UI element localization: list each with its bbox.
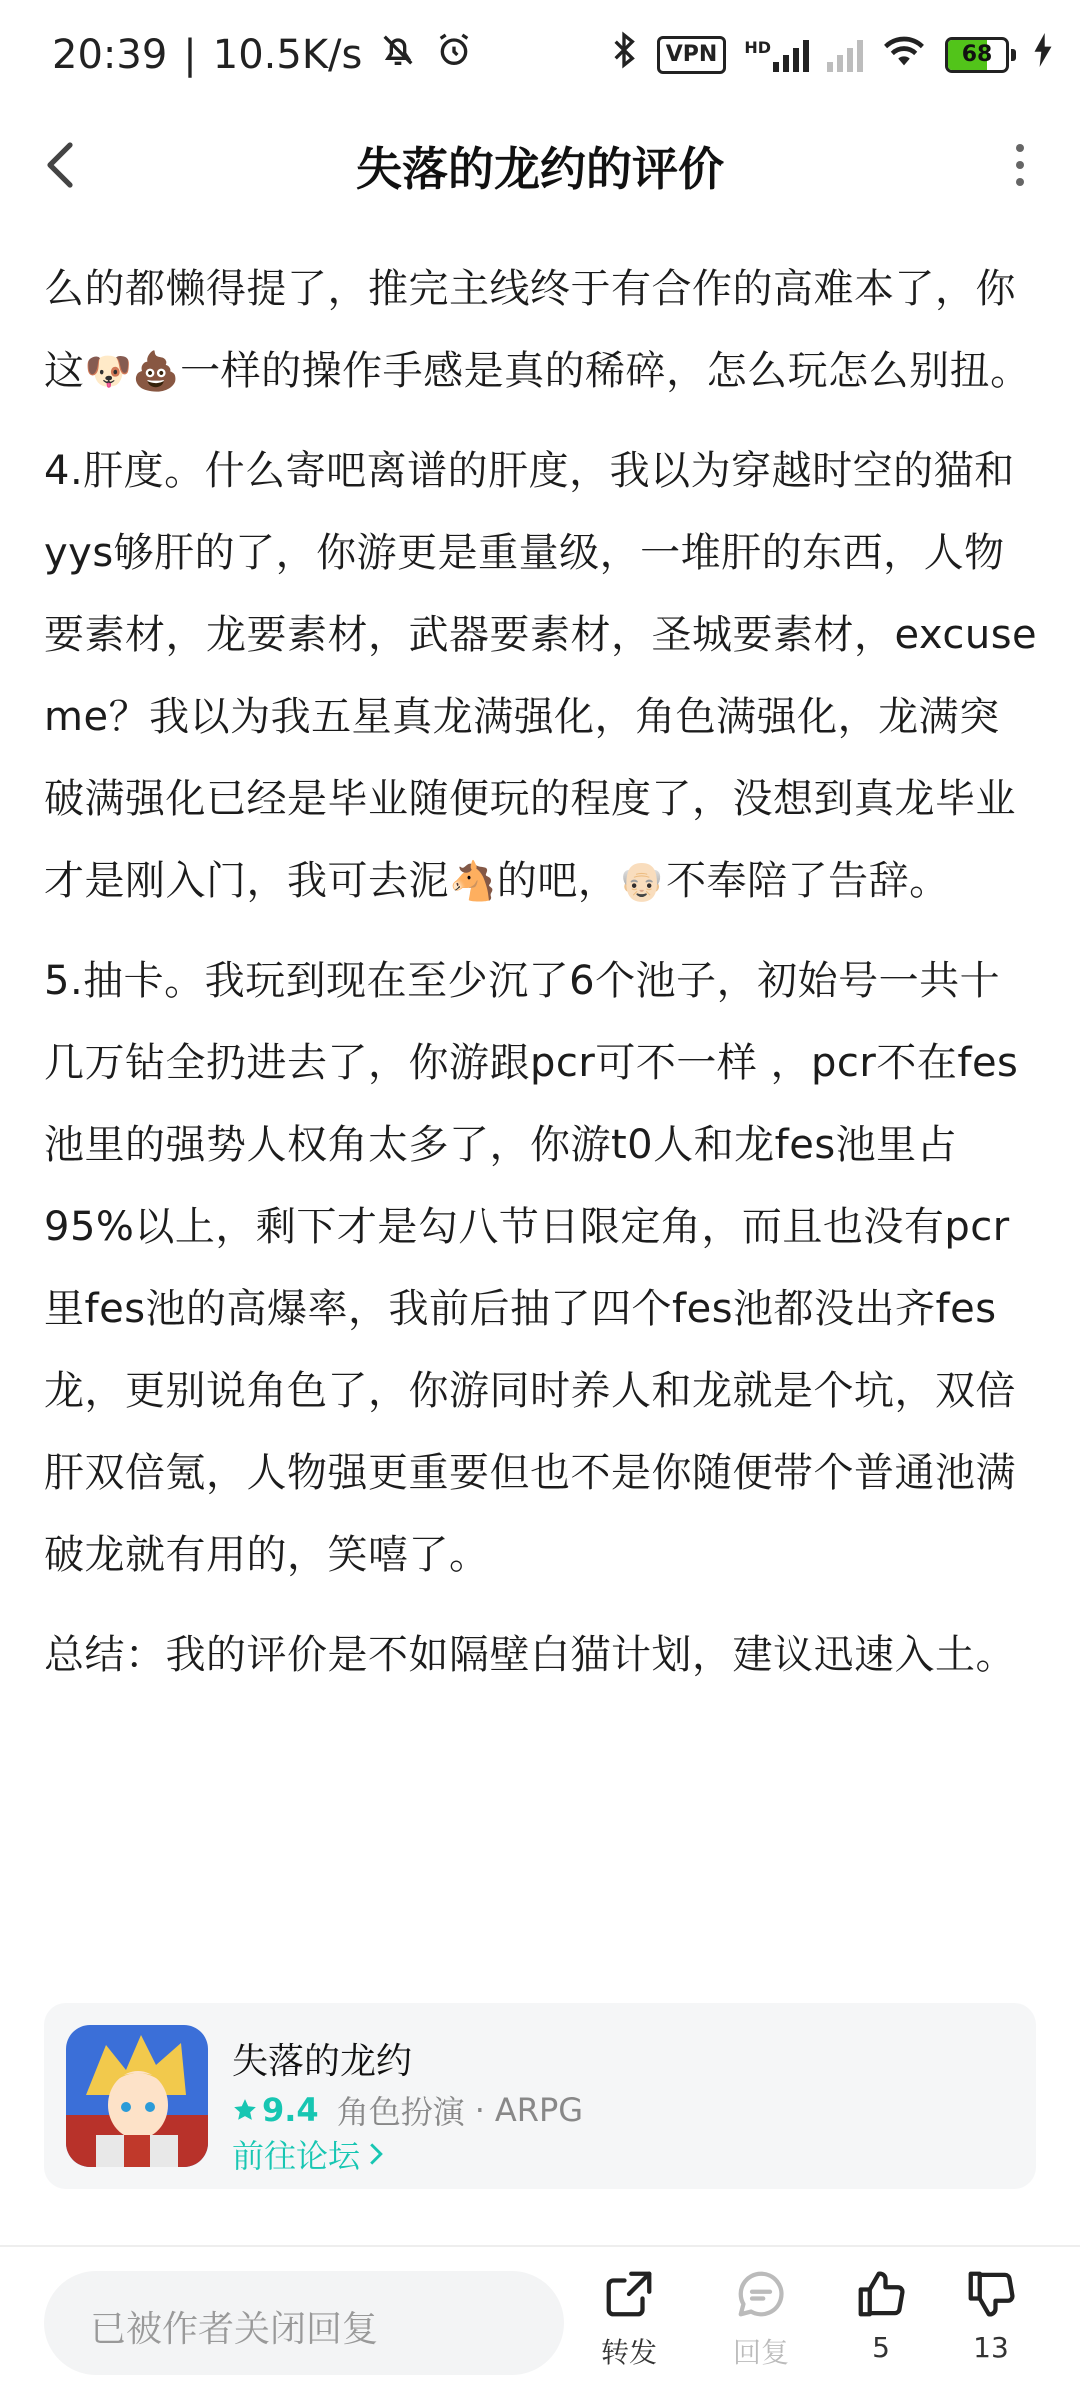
status-right	[609, 30, 1052, 79]
status-left	[52, 30, 474, 80]
charging-icon	[1034, 33, 1052, 76]
dislike-button[interactable]	[936, 2267, 1046, 2364]
wifi-icon	[881, 32, 927, 77]
share-icon	[602, 2267, 656, 2321]
header	[0, 115, 1080, 215]
like-button[interactable]	[826, 2267, 936, 2364]
review-paragraph-3: 5.抽卡。我玩到现在至少沉了6个池子，初始号一共十几万钻全扔进去了，你游跟pcr可不一样 ，pcr不在fes池里的强势人权角太多了，你游t0人和龙fes池里占95%以上，剩下才是勾八节日限定角，而且也没有pcr里fes池的高爆率，我前后抽了四个fes池都没出齐fes龙，更别说角色了，你游同时养人和龙就是个坑，双倍肝双倍氪，人物强更重要但也不是你随便带个普通池满破龙就有用的，笑嘻了。	[44, 958, 1019, 1578]
poop-emoji: 💩	[132, 349, 181, 393]
old-man-emoji: 👴🏻	[618, 859, 667, 903]
star-icon	[232, 2097, 258, 2123]
mute-bell-icon	[378, 30, 418, 80]
bottom-bar	[0, 2247, 1080, 2400]
thumbs-up-icon	[854, 2267, 908, 2321]
battery-level: 68	[961, 41, 993, 67]
share-label: 转发	[600, 2336, 657, 2369]
more-button[interactable]	[990, 135, 1050, 195]
review-paragraph-4: 总结：我的评价是不如隔壁白猫计划，建议迅速入土。	[44, 1632, 1016, 1678]
signal-weak-icon	[827, 38, 863, 72]
hd-label: HD	[744, 37, 771, 57]
review-content	[44, 248, 1040, 1714]
app-meta	[232, 2087, 583, 2133]
app-genre: 角色扮演	[336, 2093, 465, 2131]
dog-emoji: 🐶	[84, 349, 133, 393]
page-title: 失落的龙约的评价	[356, 142, 724, 196]
app-tag: ARPG	[494, 2091, 584, 2129]
chevron-right-icon	[368, 2142, 384, 2166]
forum-link[interactable]: 前往论坛	[232, 2131, 384, 2177]
vpn-icon: VPN	[657, 36, 727, 74]
signal-icon	[744, 38, 809, 72]
review-paragraph-2: 4.肝度。什么寄吧离谱的肝度，我以为穿越时空的猫和yys够肝的了，你游更是重量级，一堆肝的东西，人物要素材，龙要素材，武器要素材，圣城要素材，excuse me？我以为我五星真龙满强化，角色满强化，龙满突破满强化已经是毕业随便玩的程度了，没想到真龙毕业才是刚入门，我可去泥🐴的吧，👴🏻不奉陪了告辞。	[44, 448, 1038, 904]
app-rating: 9.4	[232, 2091, 319, 2129]
horse-emoji: 🐴	[449, 859, 497, 903]
dislike-count: 13	[973, 2331, 1009, 2364]
app-card[interactable]	[44, 2003, 1036, 2189]
review-paragraph-1: 么的都懒得提了，推完主线终于有合作的高难本了，你这🐶💩一样的操作手感是真的稀碎，怎么玩怎么别扭。	[44, 266, 1031, 394]
alarm-icon	[434, 30, 474, 80]
app-name: 失落的龙约	[232, 2041, 413, 2082]
status-time: 20:39	[52, 32, 168, 78]
bluetooth-icon	[609, 30, 639, 79]
comment-icon	[734, 2267, 788, 2321]
reply-label: 回复	[732, 2336, 789, 2369]
share-button[interactable]	[574, 2267, 684, 2371]
meta-separator: ·	[474, 2091, 485, 2129]
reply-input[interactable]: 已被作者关闭回复	[44, 2271, 564, 2375]
more-vertical-icon	[1016, 144, 1024, 152]
battery-icon	[945, 37, 1016, 73]
thumbs-down-icon	[964, 2267, 1018, 2321]
reply-button[interactable]	[706, 2267, 816, 2371]
network-speed: 10.5K/s	[212, 32, 363, 78]
app-icon[interactable]	[66, 2025, 208, 2167]
like-count: 5	[872, 2331, 890, 2364]
status-bar	[0, 0, 1080, 115]
status-separator: |	[183, 32, 197, 78]
